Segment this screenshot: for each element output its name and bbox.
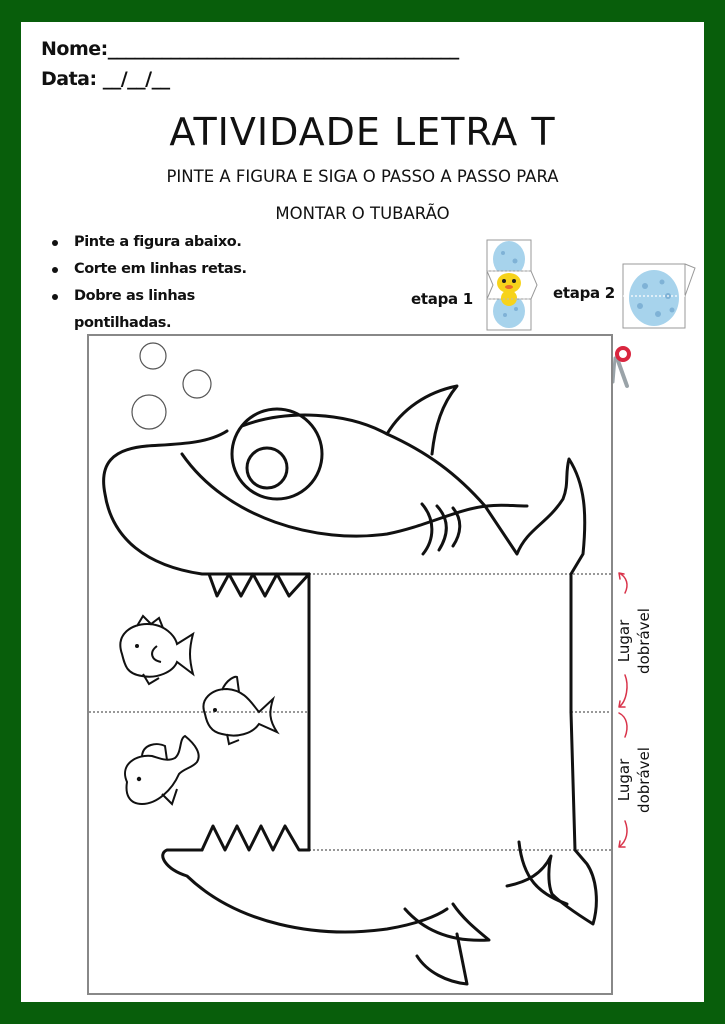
instruction-item: Pinte a figura abaixo. — [41, 229, 281, 256]
shark-cutout-drawing[interactable] — [87, 334, 617, 996]
subtitle-line-1: PINTE A FIGURA E SIGA O PASSO A PASSO PARA — [166, 167, 559, 186]
date-label: Data: — [41, 68, 97, 90]
name-label: Nome: — [41, 38, 108, 60]
instruction-item: Dobre as linhas pontilhadas. — [41, 283, 224, 337]
fold-label-2: Lugar dobrável — [615, 747, 653, 813]
page-title: ATIVIDADE LETRA T — [169, 110, 556, 154]
egg-folded-icon — [620, 262, 700, 332]
name-field[interactable] — [41, 38, 459, 60]
fold-label-1: Lugar dobrável — [615, 608, 653, 674]
egg-unfolded-chick-icon — [483, 239, 543, 331]
subtitle-line-2: MONTAR O TUBARÃO — [275, 204, 450, 223]
worksheet-page — [21, 22, 704, 1002]
name-blank: _______________________________________ — [107, 38, 459, 60]
date-field[interactable] — [41, 68, 170, 90]
instructions-list — [41, 229, 281, 337]
date-blank: __/__/__ — [102, 68, 170, 90]
step-2-label: etapa 2 — [553, 284, 615, 302]
instruction-item: Corte em linhas retas. — [41, 256, 281, 283]
step-1-label: etapa 1 — [411, 290, 473, 308]
